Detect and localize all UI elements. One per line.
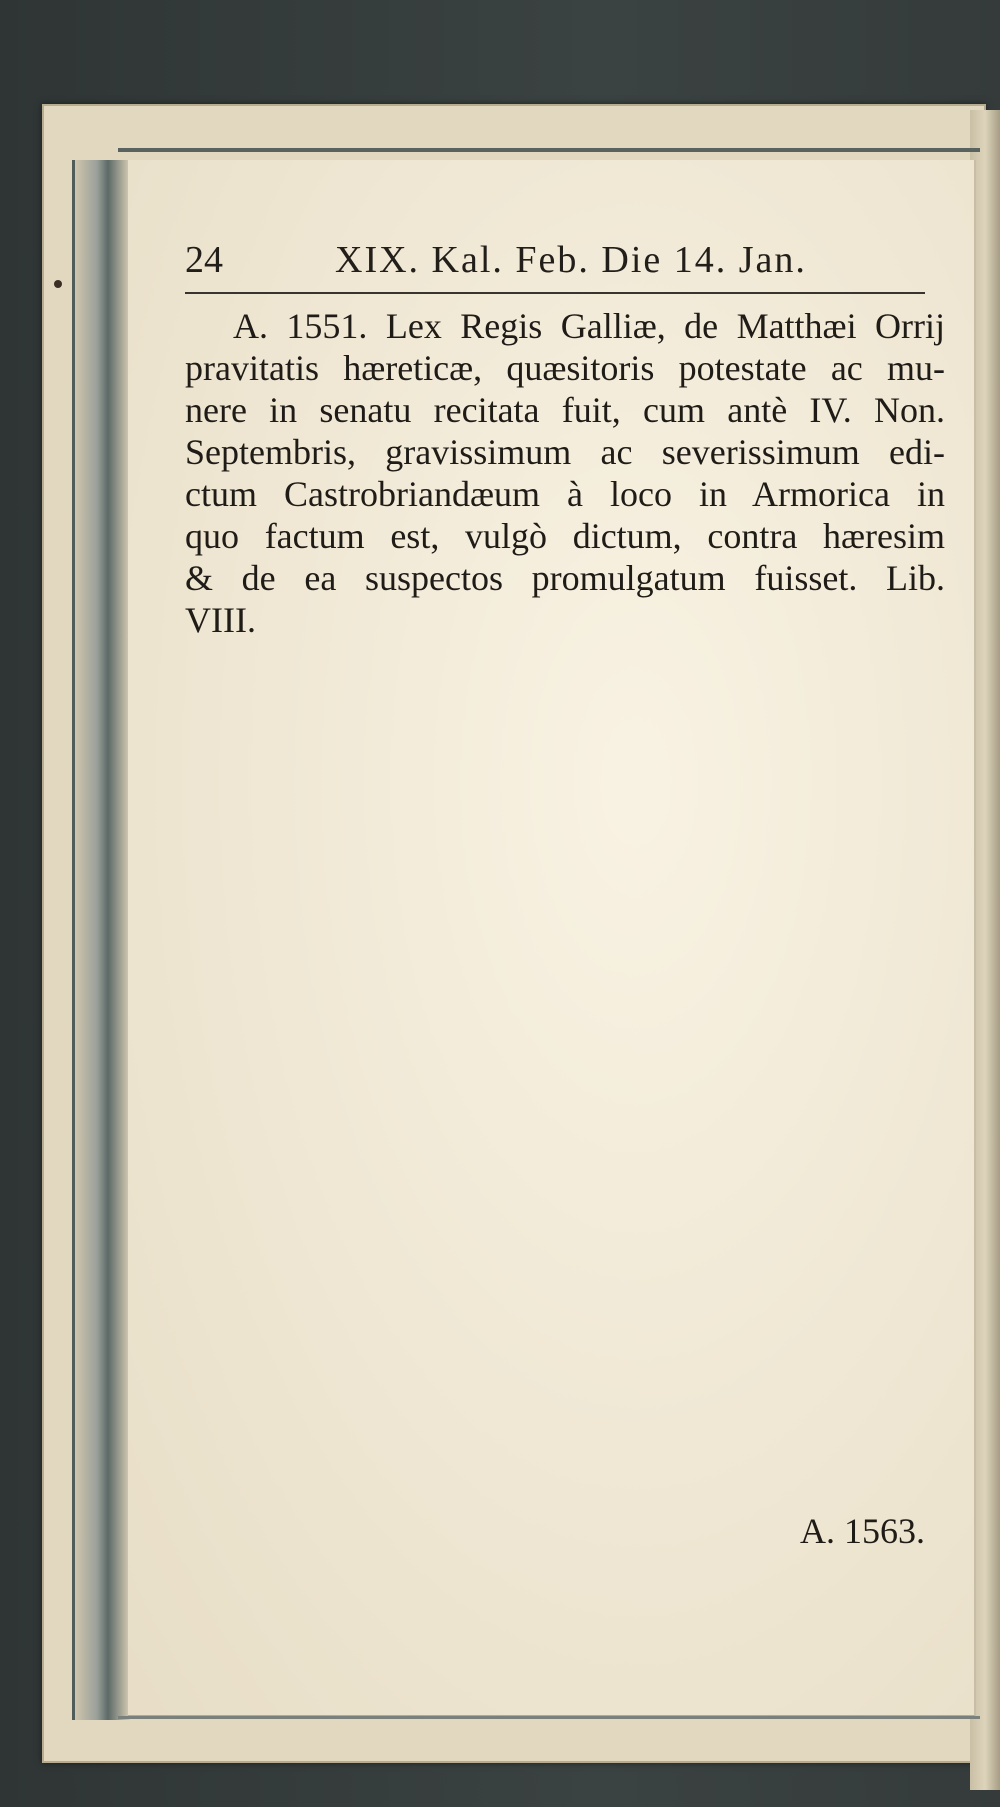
body-line: Septembris, gravissimum ac severissimum edi- bbox=[185, 432, 945, 472]
body-line: VIII. bbox=[185, 600, 256, 640]
head-rule bbox=[185, 292, 925, 294]
catchword: A. 1563. bbox=[800, 1511, 925, 1551]
running-head bbox=[185, 238, 940, 286]
body-line: A. 1551. Lex Regis Galliæ, de Matthæi Orrij bbox=[233, 306, 945, 346]
page-number: 24 bbox=[185, 239, 223, 281]
body-line: ctum Castrobriandæum à loco in Armorica in bbox=[185, 474, 945, 514]
ink-spot bbox=[54, 280, 62, 288]
body-text bbox=[185, 305, 945, 641]
bottom-border-rule bbox=[118, 1716, 980, 1719]
body-line: pravitatis hæreticæ, quæsitoris potestate ac mu- bbox=[185, 348, 945, 388]
body-line: & de ea suspectos promulgatum fuisset. Lib. bbox=[185, 558, 945, 598]
top-border-rule bbox=[118, 148, 980, 152]
body-line: nere in senatu recitata fuit, cum antè IV. Non. bbox=[185, 390, 945, 430]
body-line: quo factum est, vulgò dictum, contra hæresim bbox=[185, 516, 945, 556]
running-head-title: XIX. Kal. Feb. Die 14. Jan. bbox=[335, 239, 807, 281]
bleed-through-text bbox=[185, 610, 945, 1490]
book-spine-edge bbox=[72, 160, 130, 1720]
